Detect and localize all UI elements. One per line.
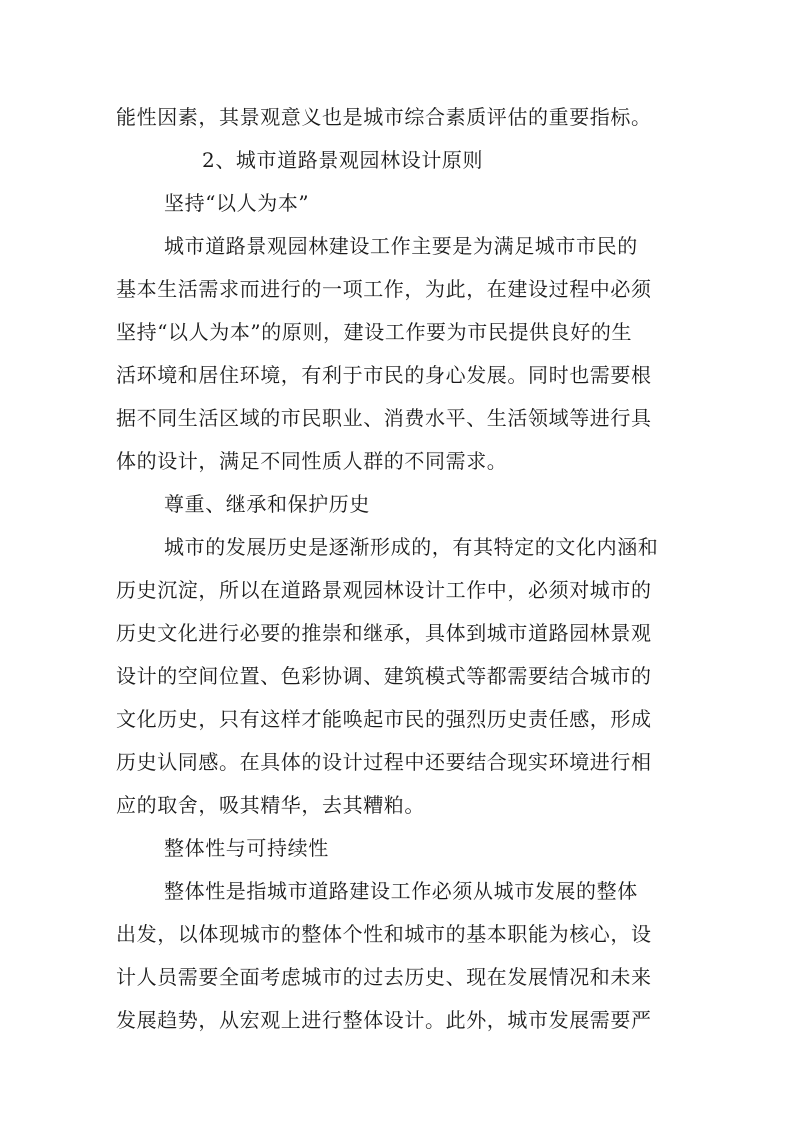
paragraph-line: 发展趋势，从宏观上进行整体设计。此外，城市发展需要严 xyxy=(116,1008,652,1032)
paragraph-line: 体的设计，满足不同性质人群的不同需求。 xyxy=(116,449,508,473)
subsection-heading: 坚持“以人为本” xyxy=(164,191,310,215)
paragraph-line: 设计的空间位置、色彩协调、建筑模式等都需要结合城市的 xyxy=(116,664,652,688)
paragraph-line: 活环境和居住环境，有利于市民的身心发展。同时也需要根 xyxy=(116,363,652,387)
paragraph-line: 文化历史，只有这样才能唤起市民的强烈历史责任感，形成 xyxy=(116,707,652,731)
subsection-heading: 整体性与可持续性 xyxy=(164,836,329,860)
paragraph-line: 据不同生活区域的市民职业、消费水平、生活领域等进行具 xyxy=(116,406,652,430)
paragraph-line: 城市的发展历史是逐渐形成的，有其特定的文化内涵和 xyxy=(164,535,659,559)
paragraph-line: 整体性是指城市道路建设工作必须从城市发展的整体 xyxy=(164,879,638,903)
paragraph-line: 应的取舍，吸其精华，去其糟粕。 xyxy=(116,793,425,817)
paragraph-line: 能性因素，其景观意义也是城市综合素质评估的重要指标。 xyxy=(116,105,652,129)
paragraph-line: 历史认同感。在具体的设计过程中还要结合现实环境进行相 xyxy=(116,750,652,774)
paragraph-line: 出发，以体现城市的整体个性和城市的基本职能为核心，设 xyxy=(116,922,652,946)
subsection-heading: 尊重、继承和保护历史 xyxy=(164,492,370,516)
paragraph-line: 基本生活需求而进行的一项工作，为此，在建设过程中必须 xyxy=(116,277,652,301)
paragraph-line: 历史文化进行必要的推崇和继承，具体到城市道路园林景观 xyxy=(116,621,652,645)
paragraph-line: 历史沉淀，所以在道路景观园林设计工作中，必须对城市的 xyxy=(116,578,652,602)
paragraph-line: 计人员需要全面考虑城市的过去历史、现在发展情况和未来 xyxy=(116,965,652,989)
paragraph-line: 坚持“以人为本”的原则，建设工作要为市民提供良好的生 xyxy=(116,320,633,344)
paragraph-line: 城市道路景观园林建设工作主要是为满足城市市民的 xyxy=(164,234,638,258)
section-heading: 2、城市道路景观园林设计原则 xyxy=(202,148,484,172)
